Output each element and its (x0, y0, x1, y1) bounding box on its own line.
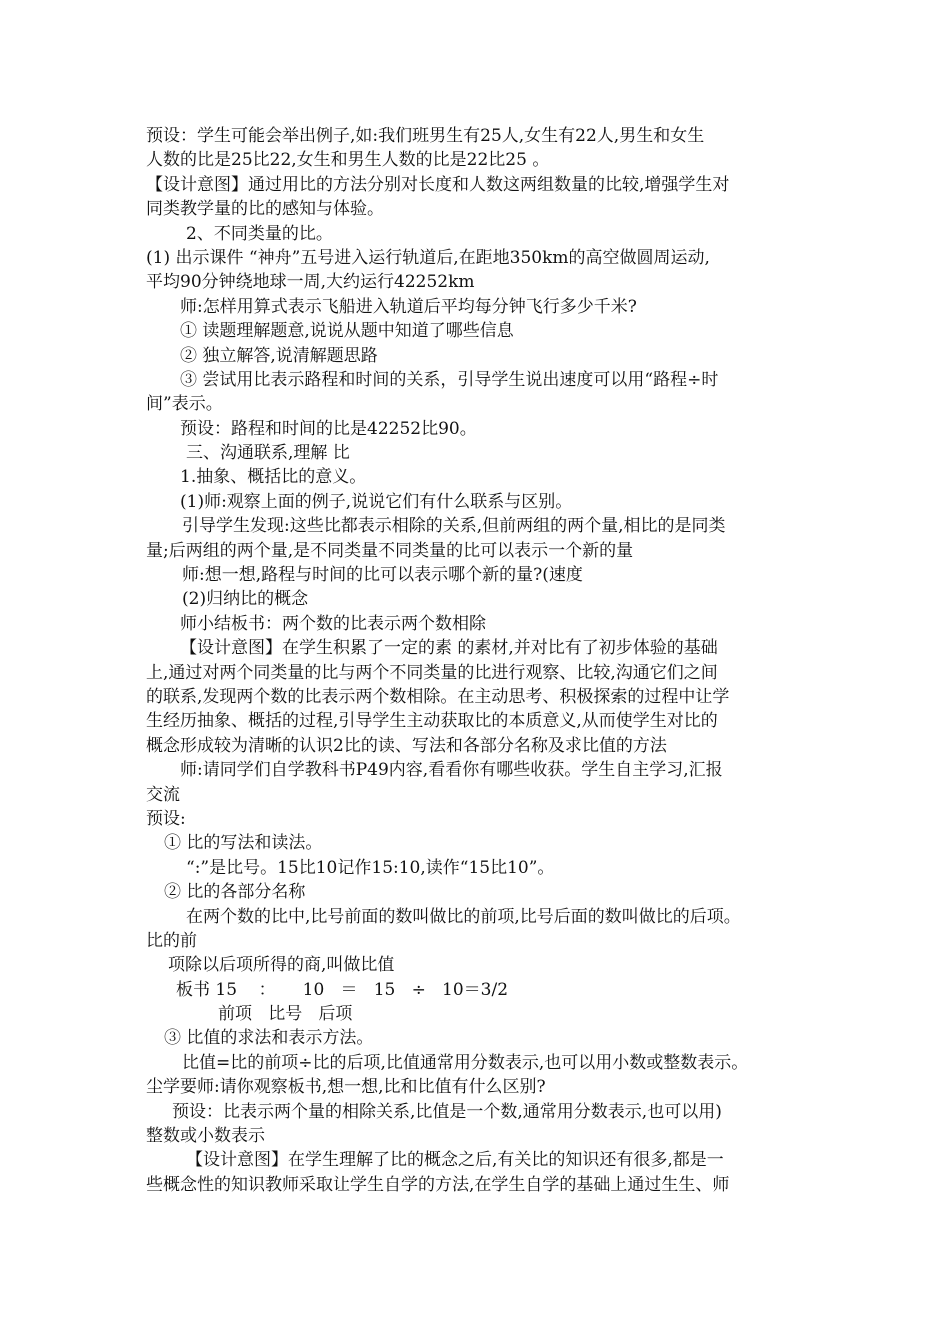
board-writing-formula: 板书 15 ： 10 ＝ 15 ÷ 10＝3/2 (176, 979, 509, 1000)
text-line: 预设：学生可能会举出例子,如:我们班男生有25人,女生有22人,男生和女生 (146, 126, 705, 146)
text-line: 1.抽象、概括比的意义。 (180, 467, 367, 488)
text-line: (2)归纳比的概念 (182, 589, 309, 610)
text-line: 平均90分钟绕地球一周,大约运行42252km (146, 272, 475, 293)
section-heading: 三、沟通联系,理解 比 (186, 443, 350, 464)
text-line: 同类教学量的比的感知与体验。 (146, 199, 384, 220)
text-line: 预设：比表示两个量的相除关系,比值是一个数,通常用分数表示,也可以用) (172, 1101, 722, 1122)
list-item: ② 比的各部分名称 (164, 882, 306, 903)
text-line: 间”表示。 (146, 394, 223, 415)
text-line: 师:请同学们自学教科书P49内容,看看你有哪些收获。学生自主学习,汇报 (180, 760, 723, 781)
text-line: (1)师:观察上面的例子,说说它们有什么联系与区别。 (180, 491, 573, 512)
text-line: 量;后两组的两个量,是不同类量不同类量的比可以表示一个新的量 (146, 540, 634, 561)
text-line: “:”是比号。15比10记作15:10,读作“15比10”。 (186, 857, 555, 878)
text-line: 比的前 (146, 930, 197, 951)
text-line: 预设：路程和时间的比是42252比90。 (180, 418, 477, 439)
text-line: 概念形成较为清晰的认识2比的读、写法和各部分名称及求比值的方法 (146, 735, 667, 756)
text-line: 生经历抽象、概括的过程,引导学生主动获取比的本质意义,从而使学生对比的 (146, 711, 718, 732)
text-line: 【设计意图】在学生积累了一定的素 的素材,并对比有了初步体验的基础 (180, 638, 718, 659)
document-body (146, 124, 826, 1197)
text-line: 【设计意图】在学生理解了比的概念之后,有关比的知识还有很多,都是一 (186, 1150, 724, 1171)
list-item: ③ 比值的求法和表示方法。 (164, 1028, 374, 1049)
list-item: ① 读题理解题意,说说从题中知道了哪些信息 (180, 321, 514, 342)
text-line: 的联系,发现两个数的比表示两个数相除。在主动思考、积极探索的过程中让学 (146, 686, 730, 707)
text-line: 比值=比的前项÷比的后项,比值通常用分数表示,也可以用小数或整数表示。 (182, 1052, 749, 1073)
text-line: 师小结板书：两个数的比表示两个数相除 (180, 613, 486, 634)
text-line: 预设: (146, 808, 186, 829)
text-line: 尘学要师:请你观察板书,想一想,比和比值有什么区别? (146, 1077, 546, 1098)
text-line: 在两个数的比中,比号前面的数叫做比的前项,比号后面的数叫做比的后项。 (186, 906, 741, 927)
text-line: 师:怎样用算式表示飞船进入轨道后平均每分钟飞行多少千米? (180, 296, 637, 317)
board-writing-labels: 前项 比号 后项 (218, 1004, 353, 1025)
text-line: 引导学生发现:这些比都表示相除的关系,但前两组的两个量,相比的是同类 (182, 516, 726, 537)
text-line: 项除以后项所得的商,叫做比值 (168, 955, 395, 976)
text-line: (1) 出示课件 “神舟”五号进入运行轨道后,在距地350km的高空做圆周运动, (146, 247, 710, 268)
list-item: ① 比的写法和读法。 (164, 833, 323, 854)
text-line: 人数的比是25比22,女生和男生人数的比是22比25 。 (146, 150, 550, 171)
text-line: 交流 (146, 784, 180, 805)
text-line: 整数或小数表示 (146, 1126, 265, 1147)
section-heading: 2、不同类量的比。 (186, 223, 333, 244)
list-item: ② 独立解答,说清解题思路 (180, 345, 378, 366)
text-line: 【设计意图】通过用比的方法分别对长度和人数这两组数量的比较,增强学生对 (146, 174, 730, 195)
text-line: 些概念性的知识教师采取让学生自学的方法,在学生自学的基础上通过生生、师 (146, 1174, 730, 1195)
text-line: 上,通过对两个同类量的比与两个不同类量的比进行观察、比较,沟通它们之间 (146, 662, 718, 683)
list-item: ③ 尝试用比表示路程和时间的关系，引导学生说出速度可以用“路程÷时 (180, 369, 719, 390)
text-line: 师:想一想,路程与时间的比可以表示哪个新的量?(速度 (182, 565, 583, 586)
